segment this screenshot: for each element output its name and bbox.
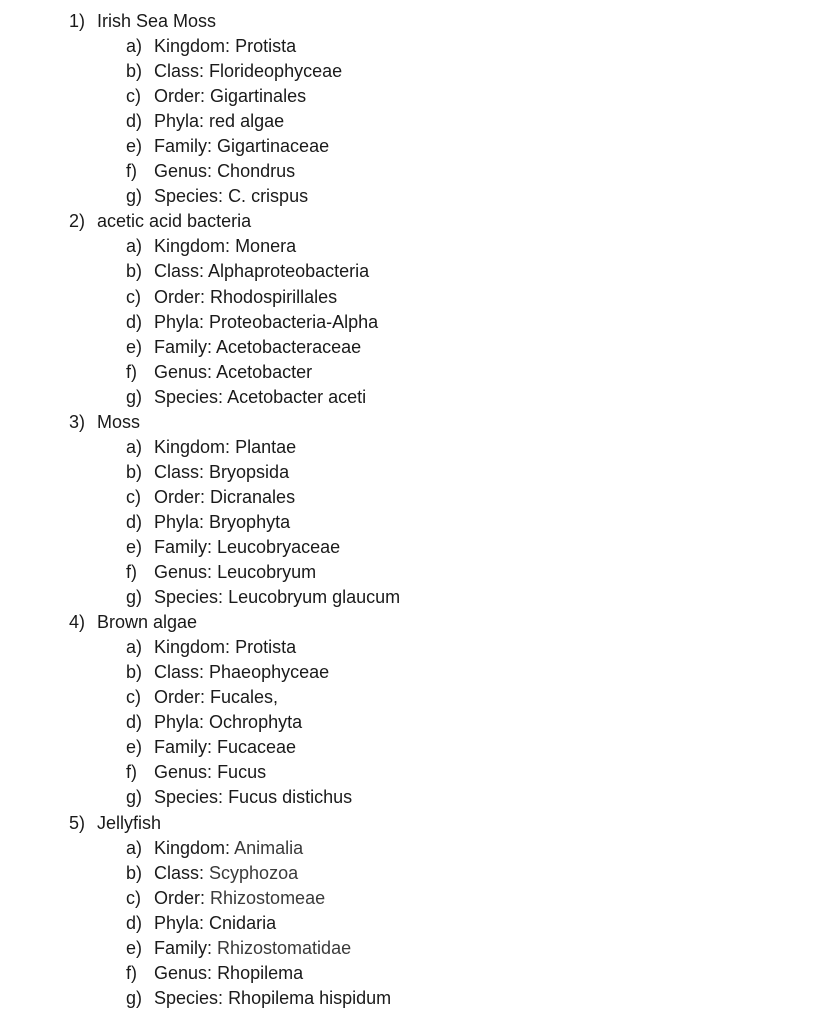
sub-list-item bbox=[0, 485, 839, 510]
taxonomy-value: Rhizostomatidae bbox=[217, 937, 352, 958]
taxonomy-entry bbox=[154, 485, 295, 510]
sub-list-item bbox=[0, 510, 839, 535]
organism-name: Jellyfish bbox=[97, 812, 162, 833]
sub-item-letter: d) bbox=[126, 111, 143, 132]
taxonomy-value: Fucales, bbox=[210, 687, 279, 708]
taxonomy-entry bbox=[154, 285, 337, 310]
taxonomy-entry bbox=[154, 234, 296, 259]
taxonomy-entry bbox=[154, 961, 303, 986]
taxonomy-label: Class: bbox=[154, 862, 205, 883]
sub-list-item bbox=[0, 911, 839, 936]
sub-list-item bbox=[0, 259, 839, 284]
taxonomy-label: Kingdom: bbox=[154, 436, 231, 457]
item-number: 1) bbox=[69, 11, 86, 31]
taxonomy-label: Kingdom: bbox=[154, 36, 231, 57]
list-item bbox=[0, 610, 839, 635]
sub-list-item bbox=[0, 285, 839, 310]
sub-list-item bbox=[0, 735, 839, 760]
taxonomy-label: Family: bbox=[154, 536, 212, 557]
taxonomy-label: Family: bbox=[154, 737, 212, 758]
taxonomy-entry bbox=[154, 760, 266, 785]
taxonomy-entry bbox=[154, 134, 329, 159]
taxonomy-label: Species: bbox=[154, 787, 224, 808]
sub-item-letter: g) bbox=[126, 386, 143, 407]
sub-item-letter: c) bbox=[126, 887, 141, 908]
taxonomy-value: Cnidaria bbox=[209, 912, 277, 933]
sub-list-item bbox=[0, 84, 839, 109]
taxonomy-entry bbox=[154, 184, 308, 209]
sub-item-letter: b) bbox=[126, 261, 143, 282]
sub-item-letter: e) bbox=[126, 937, 143, 958]
taxonomy-value: Bryopsida bbox=[209, 461, 290, 482]
taxonomy-entry bbox=[154, 660, 329, 685]
taxonomy-value: Florideophyceae bbox=[209, 61, 343, 82]
sub-item-letter: c) bbox=[126, 486, 141, 507]
sub-list-item bbox=[0, 635, 839, 660]
taxonomy-entry bbox=[154, 861, 298, 886]
sub-list-item bbox=[0, 710, 839, 735]
taxonomy-label: Genus: bbox=[154, 361, 213, 382]
taxonomy-label: Genus: bbox=[154, 562, 213, 583]
taxonomy-label: Phyla: bbox=[154, 912, 205, 933]
taxonomy-entry bbox=[154, 535, 340, 560]
sub-item-letter: b) bbox=[126, 862, 143, 883]
sub-item-letter: g) bbox=[126, 186, 143, 207]
sub-list-item bbox=[0, 234, 839, 259]
sub-item-letter: e) bbox=[126, 136, 143, 157]
sub-item-letter: g) bbox=[126, 987, 143, 1008]
taxonomy-value: Leucobryaceae bbox=[217, 536, 341, 557]
sub-list-item bbox=[0, 460, 839, 485]
sub-item-letter: d) bbox=[126, 912, 143, 933]
taxonomy-label: Family: bbox=[154, 336, 212, 357]
sub-item-letter: b) bbox=[126, 461, 143, 482]
sub-list-item bbox=[0, 184, 839, 209]
sub-item-letter: f) bbox=[126, 562, 137, 583]
taxonomy-label: Species: bbox=[154, 587, 224, 608]
taxonomy-value: Monera bbox=[235, 236, 297, 257]
taxonomy-label: Order: bbox=[154, 687, 206, 708]
taxonomy-entry bbox=[154, 34, 296, 59]
taxonomy-value: red algae bbox=[209, 111, 285, 132]
taxonomy-value: Phaeophyceae bbox=[209, 662, 330, 683]
taxonomy-entry bbox=[154, 59, 342, 84]
sub-list-item bbox=[0, 585, 839, 610]
taxonomy-value: Acetobacter aceti bbox=[227, 386, 367, 407]
taxonomy-label: Order: bbox=[154, 86, 206, 107]
sub-item-letter: b) bbox=[126, 662, 143, 683]
item-number: 4) bbox=[69, 612, 86, 633]
taxonomy-label: Kingdom: bbox=[154, 236, 231, 257]
taxonomy-value: Animalia bbox=[234, 837, 304, 858]
taxonomy-value: Fucus bbox=[217, 762, 267, 783]
taxonomy-value: Ochrophyta bbox=[209, 712, 303, 733]
sub-list-item bbox=[0, 986, 839, 1011]
sub-item-letter: e) bbox=[126, 536, 143, 557]
taxonomy-entry bbox=[154, 259, 369, 284]
sub-item-letter: a) bbox=[126, 236, 143, 257]
taxonomy-entry bbox=[154, 585, 400, 610]
taxonomy-label: Genus: bbox=[154, 161, 213, 182]
item-number: 5) bbox=[69, 812, 86, 833]
sub-item-letter: a) bbox=[126, 637, 143, 658]
item-number: 3) bbox=[69, 411, 86, 432]
taxonomy-value: C. crispus bbox=[228, 186, 309, 207]
taxonomy-label: Genus: bbox=[154, 962, 213, 983]
taxonomy-label: Class: bbox=[154, 261, 205, 282]
sub-list-item bbox=[0, 961, 839, 986]
taxonomy-value: Fucus distichus bbox=[228, 787, 353, 808]
taxonomy-label: Order: bbox=[154, 286, 206, 307]
sub-item-letter: a) bbox=[126, 837, 143, 858]
taxonomy-value: Leucobryum bbox=[217, 562, 317, 583]
sub-list-item bbox=[0, 310, 839, 335]
taxonomy-entry bbox=[154, 435, 296, 460]
sub-list-item bbox=[0, 936, 839, 961]
sub-list-item bbox=[0, 435, 839, 460]
taxonomy-entry bbox=[154, 109, 284, 134]
sub-list-item bbox=[0, 335, 839, 360]
sub-item-letter: g) bbox=[126, 787, 143, 808]
taxonomy-label: Class: bbox=[154, 461, 205, 482]
taxonomy-value: Chondrus bbox=[217, 161, 296, 182]
taxonomy-entry bbox=[154, 360, 312, 385]
taxonomy-label: Order: bbox=[154, 486, 206, 507]
taxonomy-value: Gigartinaceae bbox=[217, 136, 330, 157]
taxonomy-entry bbox=[154, 84, 306, 109]
taxonomy-label: Class: bbox=[154, 662, 205, 683]
taxonomy-label: Species: bbox=[154, 386, 224, 407]
taxonomy-value: Leucobryum glaucum bbox=[228, 587, 401, 608]
sub-item-letter: c) bbox=[126, 286, 141, 307]
taxonomy-label: Species: bbox=[154, 186, 224, 207]
list-item bbox=[0, 9, 839, 34]
taxonomy-value: Rhopilema bbox=[217, 962, 304, 983]
sub-list-item bbox=[0, 134, 839, 159]
taxonomy-value: Plantae bbox=[235, 436, 297, 457]
taxonomy-entry bbox=[154, 735, 296, 760]
sub-list-item bbox=[0, 34, 839, 59]
sub-item-letter: f) bbox=[126, 161, 137, 182]
sub-list-item bbox=[0, 159, 839, 184]
sub-item-letter: e) bbox=[126, 737, 143, 758]
taxonomy-value: Gigartinales bbox=[210, 86, 307, 107]
taxonomy-value: Proteobacteria-Alpha bbox=[209, 311, 379, 332]
list-item bbox=[0, 811, 839, 836]
taxonomy-value: Protista bbox=[235, 637, 297, 658]
taxonomy-entry bbox=[154, 460, 289, 485]
taxonomy-value: Dicranales bbox=[210, 486, 296, 507]
organism-name: Brown algae bbox=[97, 612, 198, 633]
taxonomy-label: Phyla: bbox=[154, 712, 205, 733]
list-item bbox=[0, 410, 839, 435]
taxonomy-entry bbox=[154, 836, 303, 861]
sub-list-item bbox=[0, 109, 839, 134]
organism-name: acetic acid bacteria bbox=[97, 211, 252, 232]
sub-item-letter: d) bbox=[126, 712, 143, 733]
sub-item-letter: a) bbox=[126, 436, 143, 457]
sub-list-item bbox=[0, 886, 839, 911]
taxonomy-value: Rhodospirillales bbox=[210, 286, 338, 307]
taxonomy-label: Family: bbox=[154, 136, 212, 157]
taxonomy-value: Fucaceae bbox=[217, 737, 297, 758]
taxonomy-entry bbox=[154, 510, 290, 535]
taxonomy-label: Phyla: bbox=[154, 111, 205, 132]
taxonomy-entry bbox=[154, 159, 295, 184]
taxonomy-entry bbox=[154, 335, 361, 360]
taxonomy-label: Species: bbox=[154, 987, 224, 1008]
taxonomy-label: Kingdom: bbox=[154, 837, 231, 858]
sub-item-letter: e) bbox=[126, 336, 143, 357]
sub-item-letter: g) bbox=[126, 587, 143, 608]
taxonomy-entry bbox=[154, 886, 325, 911]
taxonomy-value: Alphaproteobacteria bbox=[208, 261, 370, 282]
sub-list-item bbox=[0, 760, 839, 785]
sub-list-item bbox=[0, 59, 839, 84]
organism-name: Irish Sea Moss bbox=[97, 11, 217, 31]
taxonomy-value: Acetobacteraceae bbox=[216, 336, 362, 357]
sub-list-item bbox=[0, 660, 839, 685]
sub-item-letter: f) bbox=[126, 361, 137, 382]
sub-list-item bbox=[0, 785, 839, 810]
sub-item-letter: c) bbox=[126, 86, 141, 107]
sub-list-item bbox=[0, 685, 839, 710]
sub-list-item bbox=[0, 861, 839, 886]
taxonomy-value: Rhizostomeae bbox=[210, 887, 326, 908]
sub-item-letter: f) bbox=[126, 962, 137, 983]
document-body bbox=[0, 9, 839, 1011]
taxonomy-value: Bryophyta bbox=[209, 511, 291, 532]
taxonomy-entry bbox=[154, 785, 352, 810]
taxonomy-value: Protista bbox=[235, 36, 297, 57]
taxonomy-entry bbox=[154, 385, 366, 410]
organism-name: Moss bbox=[97, 411, 141, 432]
taxonomy-entry bbox=[154, 986, 391, 1011]
taxonomy-entry bbox=[154, 635, 296, 660]
list-item bbox=[0, 209, 839, 234]
sub-list-item bbox=[0, 385, 839, 410]
sub-item-letter: d) bbox=[126, 511, 143, 532]
taxonomy-label: Kingdom: bbox=[154, 637, 231, 658]
taxonomy-entry bbox=[154, 310, 378, 335]
taxonomy-label: Order: bbox=[154, 887, 206, 908]
taxonomy-label: Family: bbox=[154, 937, 212, 958]
sub-list-item bbox=[0, 560, 839, 585]
taxonomy-label: Phyla: bbox=[154, 311, 205, 332]
sub-list-item bbox=[0, 535, 839, 560]
taxonomy-entry bbox=[154, 685, 278, 710]
sub-item-letter: c) bbox=[126, 687, 141, 708]
item-number: 2) bbox=[69, 211, 86, 232]
taxonomy-value: Rhopilema hispidum bbox=[228, 987, 392, 1008]
taxonomy-value: Acetobacter bbox=[216, 361, 313, 382]
taxonomy-label: Class: bbox=[154, 61, 205, 82]
taxonomy-value: Scyphozoa bbox=[209, 862, 299, 883]
taxonomy-label: Phyla: bbox=[154, 511, 205, 532]
taxonomy-entry bbox=[154, 710, 302, 735]
sub-item-letter: b) bbox=[126, 61, 143, 82]
taxonomy-entry bbox=[154, 936, 351, 961]
taxonomy-label: Genus: bbox=[154, 762, 213, 783]
taxonomy-entry bbox=[154, 560, 316, 585]
sub-item-letter: f) bbox=[126, 762, 137, 783]
sub-list-item bbox=[0, 360, 839, 385]
sub-item-letter: a) bbox=[126, 36, 143, 57]
sub-item-letter: d) bbox=[126, 311, 143, 332]
sub-list-item bbox=[0, 836, 839, 861]
taxonomy-entry bbox=[154, 911, 276, 936]
